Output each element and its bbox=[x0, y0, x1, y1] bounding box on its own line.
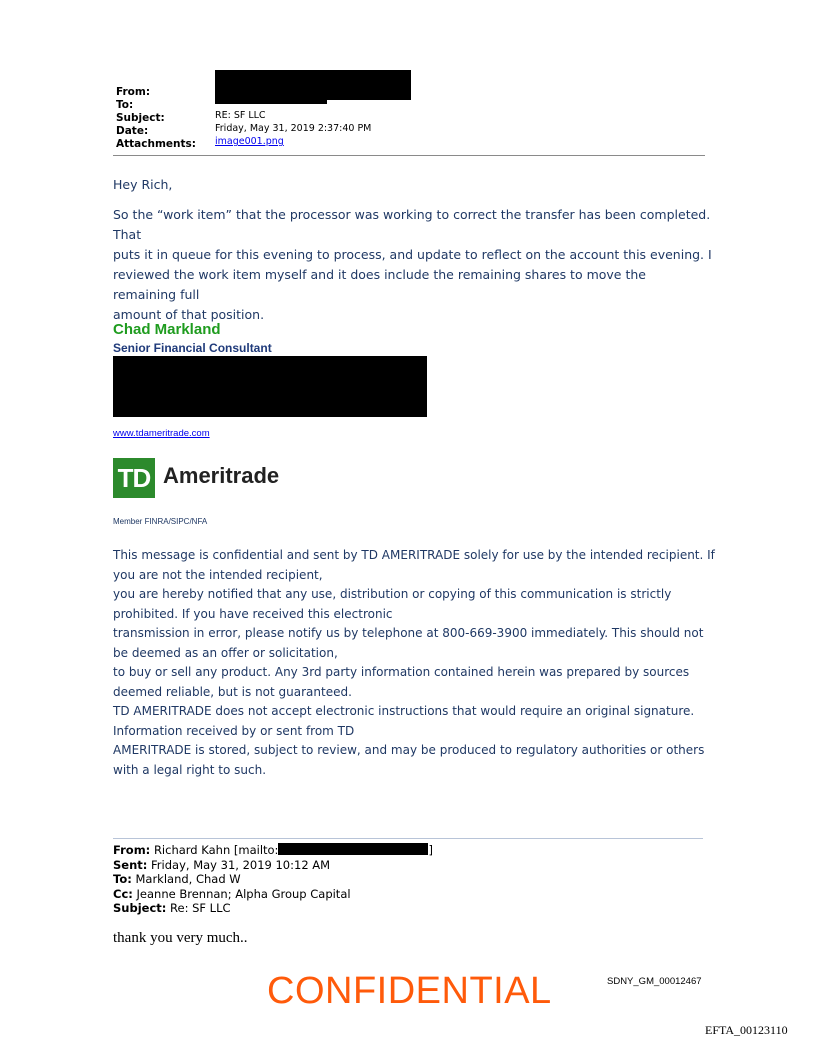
attachment-link[interactable]: image001.png bbox=[215, 136, 284, 147]
redaction-email bbox=[278, 843, 428, 855]
disclaimer-line: This message is confidential and sent by TD AMERITRADE solely for use by the intended recipient. If bbox=[113, 548, 715, 562]
header-divider bbox=[113, 155, 705, 156]
fwd-from-value: Richard Kahn [mailto: bbox=[153, 843, 279, 857]
fwd-to-value: Markland, Chad W bbox=[135, 872, 241, 886]
subject-value: RE: SF LLC bbox=[215, 110, 266, 121]
disclaimer-line: you are hereby notified that any use, distribution or copying of this communication is strictly bbox=[113, 587, 672, 601]
confidential-stamp: CONFIDENTIAL bbox=[267, 970, 552, 1012]
subject-label: Subject: bbox=[116, 112, 165, 124]
redaction-contact bbox=[113, 356, 427, 417]
fwd-to-label: To: bbox=[113, 872, 132, 886]
disclaimer bbox=[113, 546, 713, 780]
disclaimer-line: AMERITRADE is stored, subject to review, and may be produced to regulatory authorities or others bbox=[113, 743, 705, 757]
from-label: From: bbox=[116, 86, 151, 98]
disclaimer-line: with a legal right to such. bbox=[113, 762, 267, 777]
bates-number: SDNY_GM_00012467 bbox=[607, 976, 702, 987]
fwd-sent-row bbox=[113, 858, 433, 873]
td-logo-text: TD bbox=[117, 462, 151, 493]
td-logo-mark bbox=[113, 458, 155, 498]
fwd-from-label: From: bbox=[113, 843, 151, 857]
forwarded-message: thank you very much.. bbox=[113, 930, 248, 946]
fwd-from-row bbox=[113, 843, 433, 858]
attachments-label: Attachments: bbox=[116, 138, 196, 150]
fwd-to-row bbox=[113, 872, 433, 887]
greeting: Hey Rich, bbox=[113, 177, 173, 192]
disclaimer-line: Information received by or sent from TD bbox=[113, 723, 355, 738]
website-link[interactable]: www.tdameritrade.com bbox=[113, 428, 210, 439]
paragraph-line: So the “work item” that the processor was working to correct the transfer has been completed. That bbox=[113, 207, 711, 242]
efta-number: EFTA_00123110 bbox=[705, 1023, 788, 1037]
redaction-to bbox=[215, 98, 327, 104]
disclaimer-line: be deemed as an offer or solicitation, bbox=[113, 645, 338, 660]
td-ameritrade-logo bbox=[113, 458, 303, 500]
member-notice: Member FINRA/SIPC/NFA bbox=[113, 517, 208, 526]
to-label: To: bbox=[116, 99, 134, 111]
paragraph-line: puts it in queue for this evening to process, and update to reflect on the account this evening. I bbox=[113, 247, 712, 262]
forward-divider bbox=[113, 838, 703, 839]
fwd-sent-label: Sent: bbox=[113, 857, 148, 872]
fwd-subject-label: Subject: bbox=[113, 901, 167, 915]
date-label: Date: bbox=[116, 125, 149, 137]
logo-wordmark: Ameritrade bbox=[163, 463, 280, 488]
fwd-subject-value: Re: SF LLC bbox=[170, 901, 231, 915]
disclaimer-line: TD AMERITRADE does not accept electronic instructions that would require an original signature. bbox=[113, 704, 695, 718]
message-paragraph bbox=[113, 205, 713, 325]
disclaimer-line: deemed reliable, but is not guaranteed. bbox=[113, 684, 352, 699]
date-value: Friday, May 31, 2019 2:37:40 PM bbox=[215, 123, 372, 134]
forwarded-header bbox=[113, 843, 433, 916]
disclaimer-line: prohibited. If you have received this electronic bbox=[113, 606, 393, 621]
paragraph-line: reviewed the work item myself and it does include the remaining shares to move the remaining full bbox=[113, 267, 646, 302]
disclaimer-line: to buy or sell any product. Any 3rd party information contained herein was prepared by sources bbox=[113, 665, 690, 679]
fwd-sent-value: Friday, May 31, 2019 10:12 AM bbox=[151, 857, 331, 872]
paragraph-line: amount of that position. bbox=[113, 307, 265, 322]
signature-title: Senior Financial Consultant bbox=[113, 341, 272, 355]
disclaimer-line: transmission in error, please notify us by telephone at 800-669-3900 immediately. This should not bbox=[113, 626, 704, 640]
fwd-cc-value: Jeanne Brennan; Alpha Group Capital bbox=[136, 886, 351, 901]
fwd-cc-label: Cc: bbox=[113, 886, 133, 901]
signature-name: Chad Markland bbox=[113, 321, 221, 338]
disclaimer-line: you are not the intended recipient, bbox=[113, 567, 323, 582]
fwd-from-close: ] bbox=[428, 843, 433, 857]
fwd-cc-row bbox=[113, 887, 433, 902]
fwd-subject-row bbox=[113, 901, 433, 916]
redaction-from bbox=[215, 70, 411, 100]
